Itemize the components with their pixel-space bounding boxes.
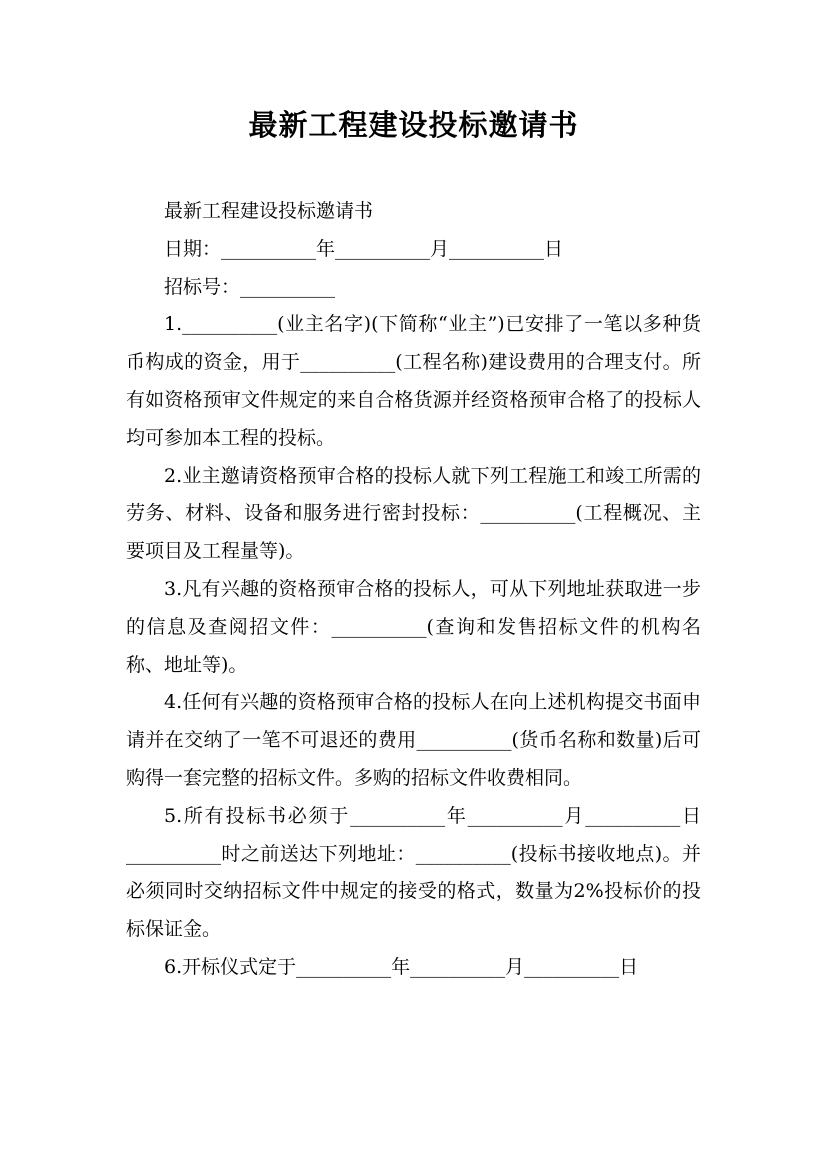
clause-3: 3.凡有兴趣的资格预审合格的投标人，可从下列地址获取进一步的信息及查阅招文件：__________(查询和发售招标文件的机构名称、地址等)。 [126, 577, 701, 676]
subtitle-line: 最新工程建设投标邀请书 [164, 200, 374, 222]
document-title: 最新工程建设投标邀请书 [248, 108, 579, 142]
clause-6: 6.开标仪式定于__________年__________月__________日 [164, 955, 639, 978]
clause-1: 1.__________(业主名字)(下简称“业主”)已安排了一笔以多种货币构成的资金，用于__________(工程名称)建设费用的合理支付。所有如资格预审文件规定的来自合格货源并经资格预审合格了的投标人均可参加本工程的投标。 [126, 313, 701, 449]
clause-2: 2.业主邀请资格预审合格的投标人就下列工程施工和竣工所需的劳务、材料、设备和服务进行密封投标：__________(工程概况、主要项目及工程量等)。 [126, 464, 701, 563]
clause-4: 4.任何有兴趣的资格预审合格的投标人在向上述机构提交书面申请并在交纳了一笔不可退还的费用__________(货币名称和数量)后可购得一套完整的招标文件。多购的招标文件收费相同。 [126, 691, 701, 789]
tender-number-line: 招标号：__________ [164, 275, 336, 298]
date-line: 日期：__________年__________月__________日 [164, 237, 564, 260]
document-body [126, 193, 701, 987]
clause-5: 5.所有投标书必须于__________年__________月__________日__________时之前送达下列地址：__________(投标书接收地点)。并必须同时交纳招标文件中规定的接受的格式，数量为2%投标价的投标保证金。 [126, 804, 701, 941]
